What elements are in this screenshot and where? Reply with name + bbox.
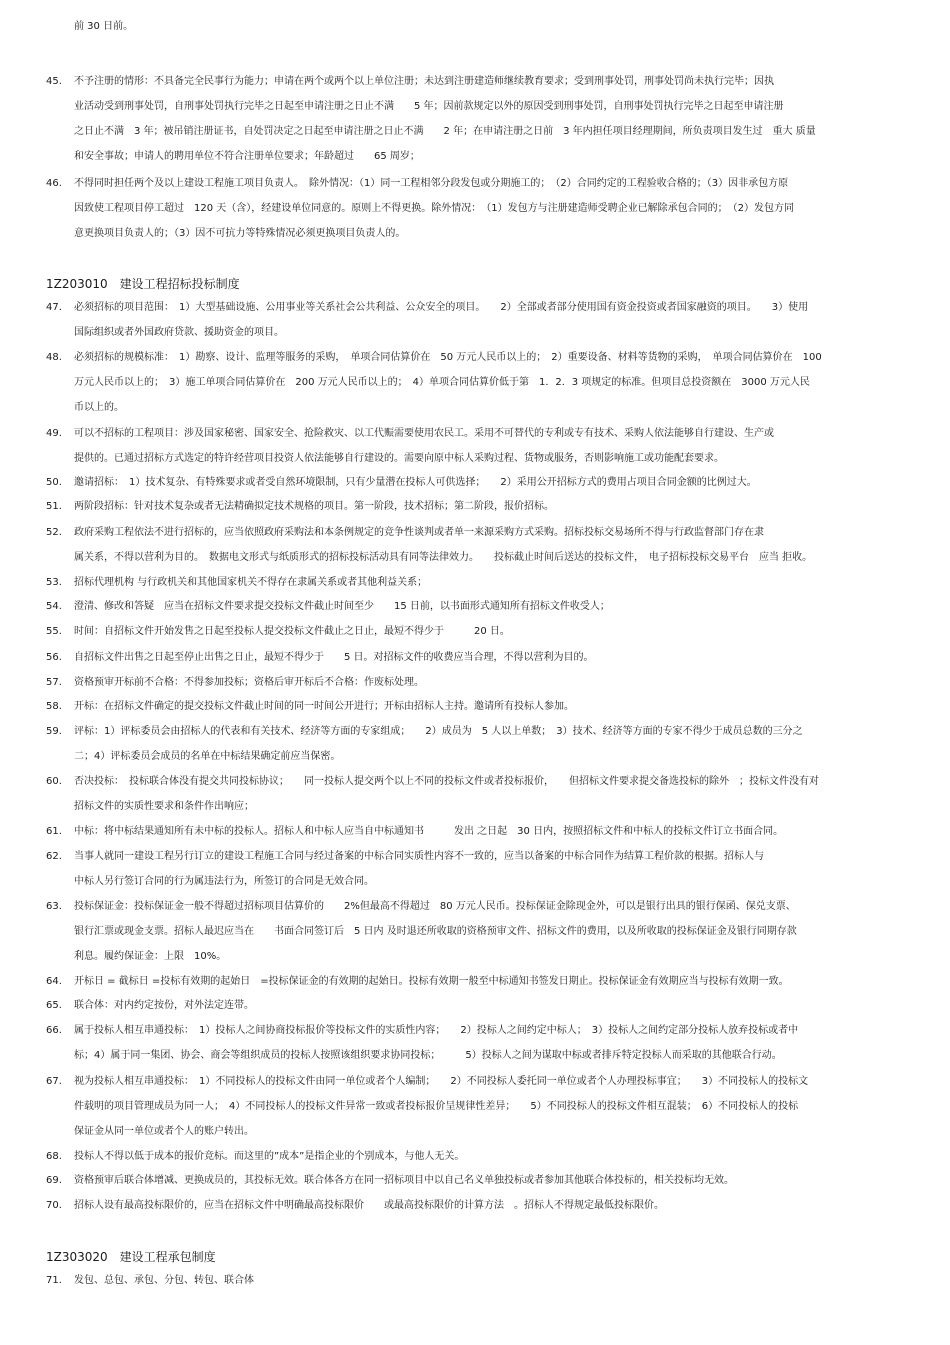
item-text-line: 必须招标的项目范围： 1）大型基础设施、公用事业等关系社会公共利益、公众安全的项目。 2）全部或者部分使用国有资金投资或者国家融资的项目。 3）使用 bbox=[74, 302, 809, 313]
item-number: 52. bbox=[46, 527, 62, 538]
item-number: 71. bbox=[46, 1275, 62, 1286]
item-text-line: 万元人民币以上的； 3）施工单项合同估算价在 200 万元人民币以上的； 4）单项合同估算价低于第 1．2．3 项规定的标准。但项目总投资额在 3000 万元人民 bbox=[74, 377, 810, 388]
item-text-line: 招标文件的实质性要求和条件作出响应； bbox=[74, 801, 254, 812]
item-text-line: 国际组织或者外国政府贷款、援助资金的项目。 bbox=[74, 327, 284, 338]
item-text-line: 两阶段招标：针对技术复杂或者无法精确拟定技术规格的项目。第一阶段，技术招标；第二阶段，报价招标。 bbox=[74, 501, 554, 512]
item-text-line: 资格预审开标前不合格：不得参加投标；资格后审开标后不合格：作废标处理。 bbox=[74, 677, 424, 688]
item-text-line: 业活动受到刑事处罚，自刑事处罚执行完毕之日起至申请注册之日止不满 5 年；因前款规定以外的原因受到刑事处罚，自刑事处罚执行完毕之日起至申请注册 bbox=[74, 101, 784, 112]
item-text-line: 二；4）评标委员会成员的名单在中标结果确定前应当保密。 bbox=[74, 751, 341, 762]
item-number: 46. bbox=[46, 178, 62, 189]
item-text-line: 银行汇票或现金支票。招标人最迟应当在 书面合同签订后 5 日内 及时退还所收取的资格预审文件、招标文件的费用，以及所收取的投标保证金及银行同期存款 bbox=[74, 926, 797, 937]
item-text-line: 否决投标： 投标联合体没有提交共同投标协议； 同一投标人提交两个以上不同的投标文件或者投标报价， 但招标文件要求提交备选投标的除外 ；投标文件没有对 bbox=[74, 776, 819, 787]
item-number: 61. bbox=[46, 826, 62, 837]
item-text-line: 属关系，不得以营利为目的。 数据电文形式与纸质形式的招标投标活动具有同等法律效力。 投标截止时间后送达的投标文件， 电子招标投标交易平台 应当 拒收。 bbox=[74, 552, 813, 563]
item-text-line: 属于投标人相互串通投标： 1）投标人之间协商投标报价等投标文件的实质性内容； 2）投标人之间约定中标人； 3）投标人之间约定部分投标人放弃投标或者中 bbox=[74, 1025, 799, 1036]
section-heading: 1Z303020 建设工程承包制度 bbox=[46, 1250, 216, 1264]
item-number: 53. bbox=[46, 577, 62, 588]
item-number: 67. bbox=[46, 1076, 62, 1087]
item-number: 51. bbox=[46, 501, 62, 512]
item-number: 49. bbox=[46, 428, 62, 439]
item-text-line: 可以不招标的工程项目：涉及国家秘密、国家安全、抢险救灾、以工代赈需要使用农民工。采用不可替代的专利或专有技术、采购人依法能够自行建设、生产或 bbox=[74, 428, 774, 439]
item-text-line: 投标人不得以低于成本的报价竞标。而这里的”成本”是指企业的个别成本，与他人无关。 bbox=[74, 1151, 465, 1162]
item-text-line: 评标：1）评标委员会由招标人的代表和有关技术、经济等方面的专家组成； 2）成员为 5 人以上单数； 3）技术、经济等方面的专家不得少于成员总数的三分之 bbox=[74, 726, 803, 737]
item-text-line: 招标人设有最高投标限价的，应当在招标文件中明确最高投标限价 或最高投标限价的计算方法 。招标人不得规定最低投标限价。 bbox=[74, 1200, 664, 1211]
item-text-line: 意更换项目负责人的；（3）因不可抗力等特殊情况必须更换项目负责人的。 bbox=[74, 228, 406, 239]
item-number: 57. bbox=[46, 677, 62, 688]
item-text-line: 澄清、修改和答疑 应当在招标文件要求提交投标文件截止时间至少 15 日前，以书面形式通知所有招标文件收受人； bbox=[74, 601, 610, 612]
item-number: 70. bbox=[46, 1200, 62, 1211]
item-text-line: 当事人就同一建设工程另行订立的建设工程施工合同与经过备案的中标合同实质性内容不一致的，应当以备案的中标合同作为结算工程价款的根据。招标人与 bbox=[74, 851, 764, 862]
item-text-line: 资格预审后联合体增减、更换成员的，其投标无效。联合体各方在同一招标项目中以自己名义单独投标或者参加其他联合体投标的，相关投标均无效。 bbox=[74, 1175, 734, 1186]
continuation-text: 前 30 日前。 bbox=[74, 21, 134, 32]
item-number: 50. bbox=[46, 477, 62, 488]
item-number: 64. bbox=[46, 976, 62, 987]
item-number: 45. bbox=[46, 76, 62, 87]
item-number: 66. bbox=[46, 1025, 62, 1036]
item-text-line: 件载明的项目管理成员为同一人； 4）不同投标人的投标文件异常一致或者投标报价呈规律性差异； 5）不同投标人的投标文件相互混装； 6）不同投标人的投标 bbox=[74, 1101, 799, 1112]
item-number: 62. bbox=[46, 851, 62, 862]
item-number: 56. bbox=[46, 652, 62, 663]
item-text-line: 利息。履约保证金：上限 10%。 bbox=[74, 951, 227, 962]
item-text-line: 联合体：对内约定按份，对外法定连带。 bbox=[74, 1000, 254, 1011]
item-text-line: 中标：将中标结果通知所有未中标的投标人。招标人和中标人应当自中标通知书 发出 之日起 30 日内，按照招标文件和中标人的投标文件订立书面合同。 bbox=[74, 826, 784, 837]
item-number: 47. bbox=[46, 302, 62, 313]
item-number: 58. bbox=[46, 701, 62, 712]
item-number: 69. bbox=[46, 1175, 62, 1186]
item-text-line: 招标代理机构 与行政机关和其他国家机关不得存在隶属关系或者其他利益关系； bbox=[74, 577, 428, 588]
item-text-line: 币以上的。 bbox=[74, 402, 124, 413]
item-text-line: 投标保证金：投标保证金一般不得超过招标项目估算价的 2%但最高不得超过 80 万元人民币。投标保证金除现金外，可以是银行出具的银行保函、保兑支票、 bbox=[74, 901, 796, 912]
item-text-line: 标；4）属于同一集团、协会、商会等组织成员的投标人按照该组织要求协同投标； 5）投标人之间为谋取中标或者排斥特定投标人而采取的其他联合行动。 bbox=[74, 1050, 782, 1061]
item-text-line: 不得同时担任两个及以上建设工程施工项目负责人。 除外情况：（1）同一工程相邻分段发包或分期施工的； （2）合同约定的工程验收合格的；（3）因非承包方原 bbox=[74, 178, 789, 189]
item-text-line: 保证金从同一单位或者个人的账户转出。 bbox=[74, 1126, 254, 1137]
item-text-line: 邀请招标： 1）技术复杂、有特殊要求或者受自然环境限制，只有少量潜在投标人可供选择； 2）采用公开招标方式的费用占项目合同金额的比例过大。 bbox=[74, 477, 757, 488]
item-text-line: 必须招标的规模标准： 1）勘察、设计、监理等服务的采购， 单项合同估算价在 50 万元人民币以上的； 2）重要设备、材料等货物的采购， 单项合同估算价在 100 bbox=[74, 352, 822, 363]
section-heading: 1Z203010 建设工程招标投标制度 bbox=[46, 277, 240, 291]
item-number: 55. bbox=[46, 626, 62, 637]
item-text-line: 时间：自招标文件开始发售之日起至投标人提交投标文件截止之日止，最短不得少于 20 日。 bbox=[74, 626, 510, 637]
item-number: 59. bbox=[46, 726, 62, 737]
item-text-line: 和安全事故；申请人的聘用单位不符合注册单位要求；年龄超过 65 周岁； bbox=[74, 151, 420, 162]
item-number: 68. bbox=[46, 1151, 62, 1162]
item-number: 48. bbox=[46, 352, 62, 363]
item-number: 60. bbox=[46, 776, 62, 787]
item-text-line: 政府采购工程依法不进行招标的，应当依照政府采购法和本条例规定的竞争性谈判或者单一来源采购方式采购。招标投标交易场所不得与行政监督部门存在隶 bbox=[74, 527, 764, 538]
item-text-line: 提供的。已通过招标方式选定的特许经营项目投资人依法能够自行建设的。需要向原中标人采购过程、货物或服务，否则影响施工或功能配套要求。 bbox=[74, 453, 724, 464]
item-text-line: 发包、总包、承包、分包、转包、联合体 bbox=[74, 1275, 254, 1286]
item-number: 65. bbox=[46, 1000, 62, 1011]
item-number: 63. bbox=[46, 901, 62, 912]
item-text-line: 中标人另行签订合同的行为属违法行为，所签订的合同是无效合同。 bbox=[74, 876, 374, 887]
item-text-line: 视为投标人相互串通投标： 1）不同投标人的投标文件由同一单位或者个人编制； 2）不同投标人委托同一单位或者个人办理投标事宜； 3）不同投标人的投标文 bbox=[74, 1076, 809, 1087]
item-text-line: 之日止不满 3 年；被吊销注册证书，自处罚决定之日起至申请注册之日止不满 2 年；在申请注册之日前 3 年内担任项目经理期间，所负责项目发生过 重大 质量 bbox=[74, 126, 816, 137]
item-text-line: 不予注册的情形：不具备完全民事行为能力；申请在两个或两个以上单位注册；未达到注册建造师继续教育要求；受到刑事处罚，刑事处罚尚未执行完毕；因执 bbox=[74, 76, 774, 87]
item-text-line: 开标：在招标文件确定的提交投标文件截止时间的同一时间公开进行；开标由招标人主持。邀请所有投标人参加。 bbox=[74, 701, 574, 712]
item-text-line: 因致使工程项目停工超过 120 天（含），经建设单位同意的。原则上不得更换。除外情况： （1）发包方与注册建造师受聘企业已解除承包合同的； （2）发包方同 bbox=[74, 203, 794, 214]
item-text-line: 开标日 = 截标日 =投标有效期的起始日 =投标保证金的有效期的起始日。投标有效期一般至中标通知书签发日期止。投标保证金有效期应当与投标有效期一致。 bbox=[74, 976, 789, 987]
item-text-line: 自招标文件出售之日起至停止出售之日止，最短不得少于 5 日。对招标文件的收费应当合理，不得以营利为目的。 bbox=[74, 652, 594, 663]
item-number: 54. bbox=[46, 601, 62, 612]
